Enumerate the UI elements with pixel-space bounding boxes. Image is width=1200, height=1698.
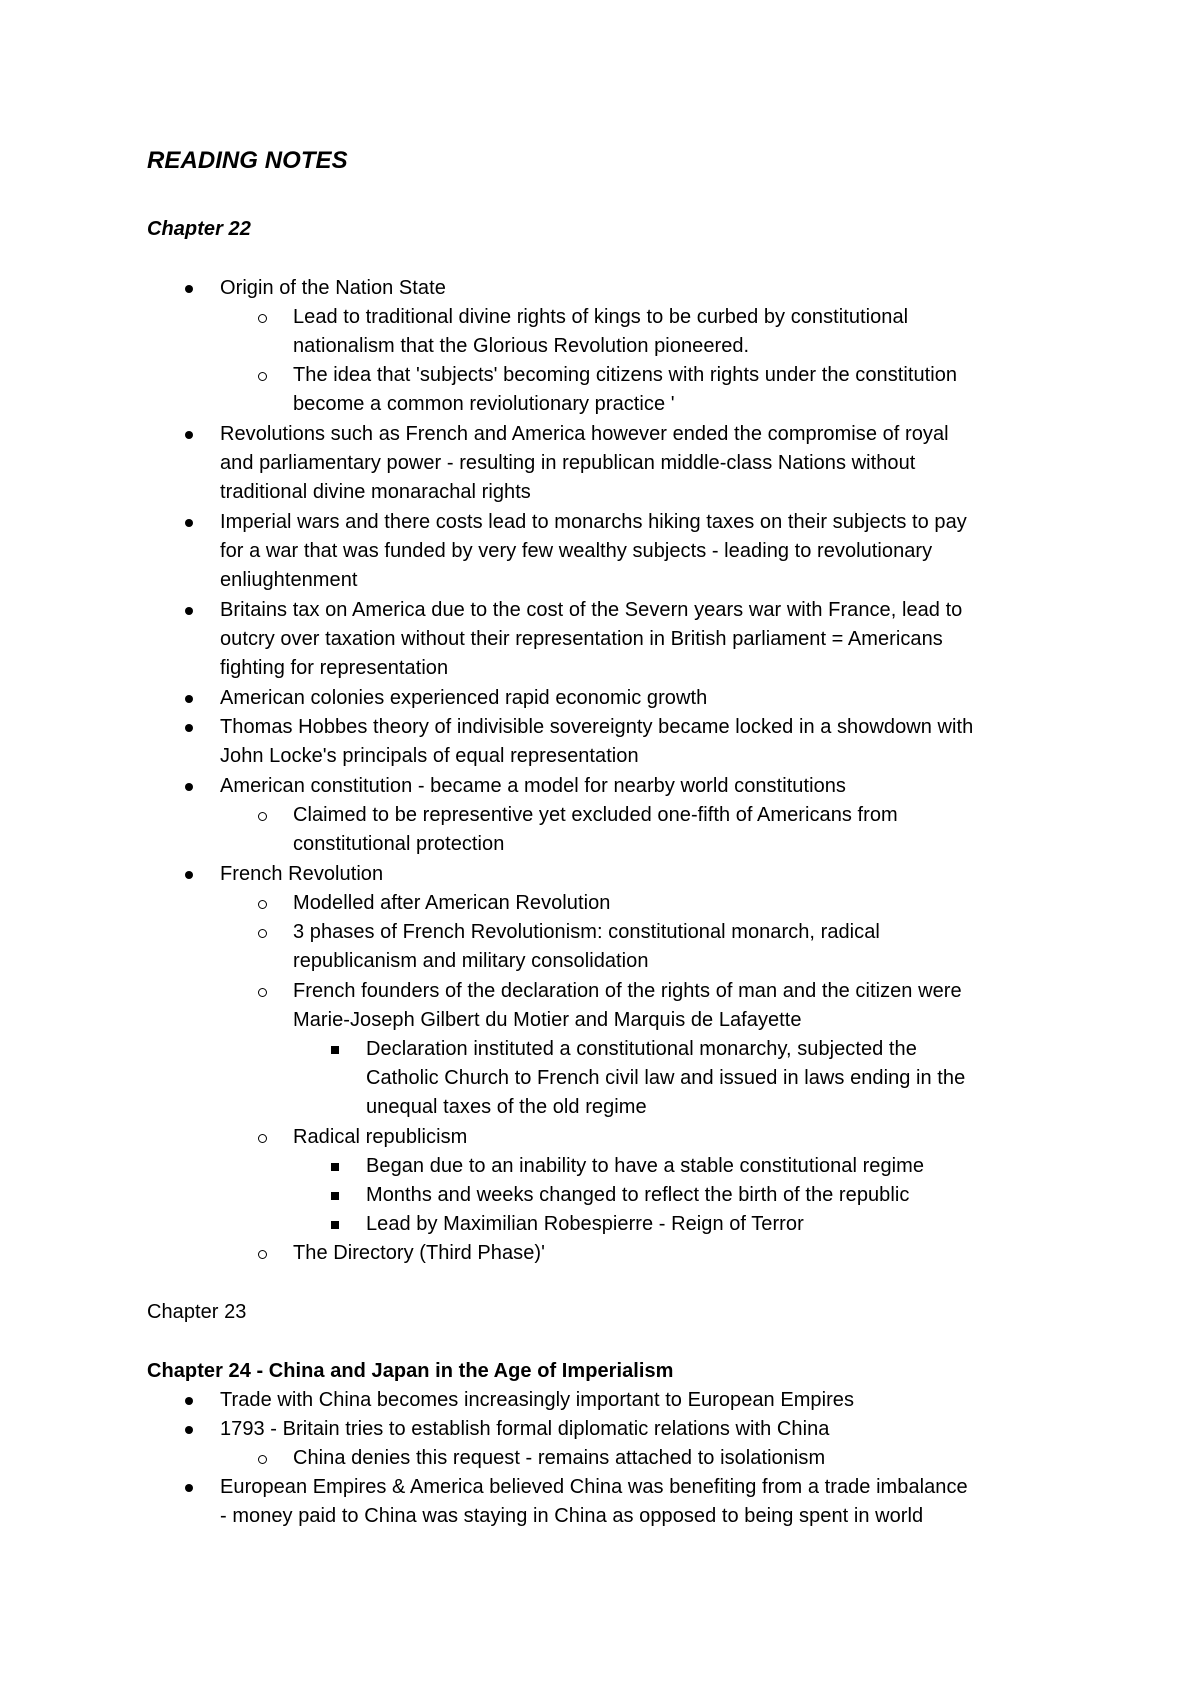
list-item: Britains tax on America due to the cost of the Severn years war with France, lead to: [220, 599, 963, 621]
list-item: China denies this request - remains attached to isolationism: [293, 1447, 826, 1469]
circle-bullet-icon: [258, 1250, 267, 1259]
list-item: Lead by Maximilian Robespierre - Reign of Terror: [366, 1213, 804, 1235]
bullet-icon: [185, 695, 193, 703]
square-bullet-icon: [331, 1046, 339, 1054]
circle-bullet-icon: [258, 1455, 267, 1464]
list-item: Radical republicism: [293, 1126, 468, 1148]
list-item: Thomas Hobbes theory of indivisible sovereignty became locked in a showdown with: [220, 716, 974, 738]
list-item: French Revolution: [220, 863, 384, 885]
chapter-23-heading: Chapter 23: [147, 1301, 247, 1323]
list-item: Trade with China becomes increasingly important to European Empires: [220, 1389, 855, 1411]
list-item-continued: become a common reviolutionary practice ': [293, 393, 675, 415]
list-item: Imperial wars and there costs lead to monarchs hiking taxes on their subjects to pay: [220, 511, 967, 533]
list-item: Origin of the Nation State: [220, 277, 446, 299]
bullet-icon: [185, 1397, 193, 1405]
list-item: Months and weeks changed to reflect the birth of the republic: [366, 1184, 910, 1206]
square-bullet-icon: [331, 1163, 339, 1171]
list-item-continued: John Locke's principals of equal representation: [220, 745, 639, 767]
list-item-continued: traditional divine monarachal rights: [220, 481, 531, 503]
square-bullet-icon: [331, 1192, 339, 1200]
list-item: 1793 - Britain tries to establish formal diplomatic relations with China: [220, 1418, 830, 1440]
list-item: Modelled after American Revolution: [293, 892, 611, 914]
circle-bullet-icon: [258, 372, 267, 381]
list-item: European Empires & America believed China was benefiting from a trade imbalance: [220, 1476, 968, 1498]
list-item: Lead to traditional divine rights of kings to be curbed by constitutional: [293, 306, 909, 328]
bullet-icon: [185, 607, 193, 615]
bullet-icon: [185, 285, 193, 293]
circle-bullet-icon: [258, 314, 267, 323]
list-item-continued: republicanism and military consolidation: [293, 950, 649, 972]
list-item: 3 phases of French Revolutionism: constitutional monarch, radical: [293, 921, 880, 943]
bullet-icon: [185, 1426, 193, 1434]
list-item: Began due to an inability to have a stable constitutional regime: [366, 1155, 925, 1177]
chapter-24-heading: Chapter 24 - China and Japan in the Age of Imperialism: [147, 1360, 674, 1382]
list-item-continued: fighting for representation: [220, 657, 449, 679]
circle-bullet-icon: [258, 929, 267, 938]
list-item: The idea that 'subjects' becoming citizens with rights under the constitution: [293, 364, 958, 386]
circle-bullet-icon: [258, 1134, 267, 1143]
list-item-continued: - money paid to China was staying in China as opposed to being spent in world: [220, 1505, 924, 1527]
list-item-continued: enliughtenment: [220, 569, 358, 591]
bullet-icon: [185, 519, 193, 527]
page-title: READING NOTES: [147, 147, 348, 174]
bullet-icon: [185, 783, 193, 791]
bullet-icon: [185, 724, 193, 732]
square-bullet-icon: [331, 1221, 339, 1229]
bullet-icon: [185, 871, 193, 879]
list-item: Claimed to be representive yet excluded one-fifth of Americans from: [293, 804, 898, 826]
chapter-22-heading: Chapter 22: [147, 218, 251, 240]
bullet-icon: [185, 1484, 193, 1492]
list-item-continued: for a war that was funded by very few wealthy subjects - leading to revolutionary: [220, 540, 933, 562]
list-item: American constitution - became a model for nearby world constitutions: [220, 775, 846, 797]
list-item-continued: Marie-Joseph Gilbert du Motier and Marquis de Lafayette: [293, 1009, 802, 1031]
list-item: Declaration instituted a constitutional monarchy, subjected the: [366, 1038, 917, 1060]
circle-bullet-icon: [258, 812, 267, 821]
list-item-continued: constitutional protection: [293, 833, 505, 855]
list-item-continued: Catholic Church to French civil law and issued in laws ending in the: [366, 1067, 966, 1089]
list-item: American colonies experienced rapid economic growth: [220, 687, 708, 709]
list-item-continued: outcry over taxation without their representation in British parliament = Americans: [220, 628, 943, 650]
list-item-continued: and parliamentary power - resulting in republican middle-class Nations without: [220, 452, 916, 474]
list-item-continued: nationalism that the Glorious Revolution pioneered.: [293, 335, 750, 357]
list-item-continued: unequal taxes of the old regime: [366, 1096, 647, 1118]
circle-bullet-icon: [258, 900, 267, 909]
list-item: French founders of the declaration of the rights of man and the citizen were: [293, 980, 962, 1002]
list-item: The Directory (Third Phase)': [293, 1242, 545, 1264]
bullet-icon: [185, 431, 193, 439]
list-item: Revolutions such as French and America however ended the compromise of royal: [220, 423, 949, 445]
circle-bullet-icon: [258, 988, 267, 997]
